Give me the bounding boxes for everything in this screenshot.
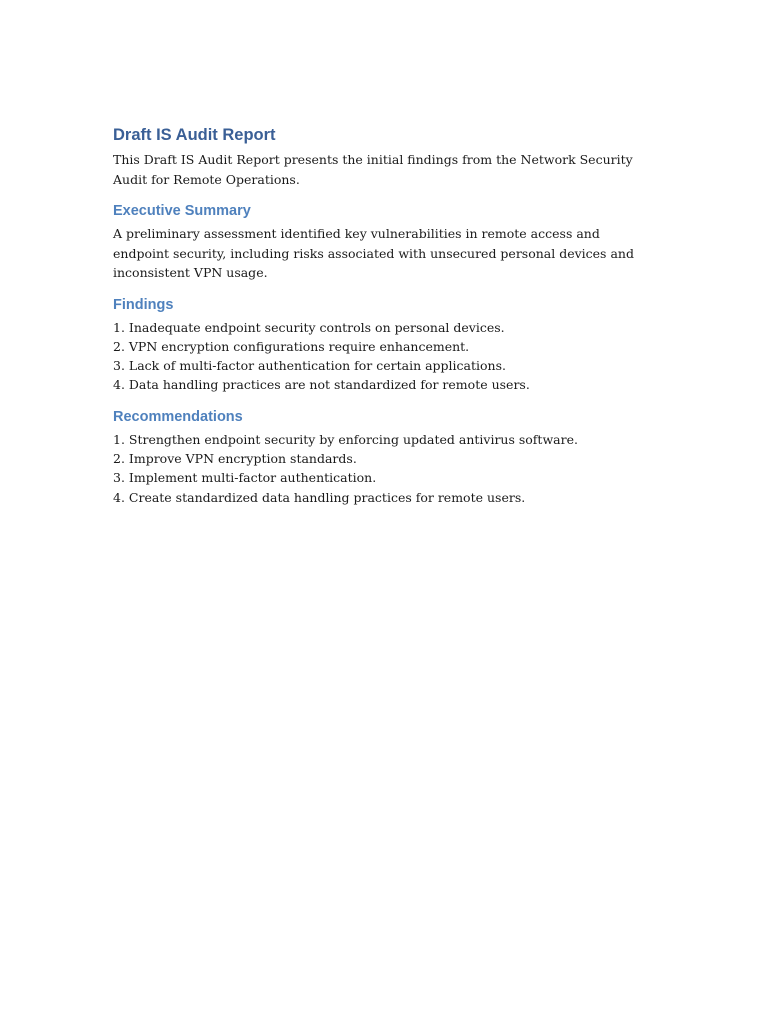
executive-summary-body: A preliminary assessment identified key vulnerabilities in remote access and endpoint security, including risks associated with unsecured personal devices and inconsistent VPN usage. (113, 226, 634, 280)
recommendation-item: 3. Implement multi-factor authentication. (113, 470, 377, 486)
document-title: Draft IS Audit Report (113, 126, 276, 144)
recommendations-section (113, 407, 658, 507)
intro-paragraph: This Draft IS Audit Report presents the initial findings from the Network Security Audit for Remote Operations. (113, 152, 633, 187)
finding-item: 2. VPN encryption configurations require enhancement. (113, 338, 470, 354)
finding-item: 3. Lack of multi-factor authentication for certain applications. (113, 358, 506, 374)
recommendation-item: 1. Strengthen endpoint security by enforcing updated antivirus software. (113, 431, 578, 447)
recommendation-item: 4. Create standardized data handling practices for remote users. (113, 489, 526, 505)
recommendations-heading: Recommendations (113, 408, 243, 425)
recommendation-item: 2. Improve VPN encryption standards. (113, 450, 357, 466)
finding-item: 1. Inadequate endpoint security controls on personal devices. (113, 319, 505, 335)
finding-item: 4. Data handling practices are not standardized for remote users. (113, 377, 530, 393)
findings-section (113, 295, 658, 395)
executive-summary-heading: Executive Summary (113, 203, 251, 219)
findings-list (113, 318, 658, 395)
findings-heading: Findings (113, 296, 174, 313)
recommendations-list (113, 430, 658, 507)
executive-summary-section (113, 201, 658, 283)
document-page (113, 124, 658, 507)
